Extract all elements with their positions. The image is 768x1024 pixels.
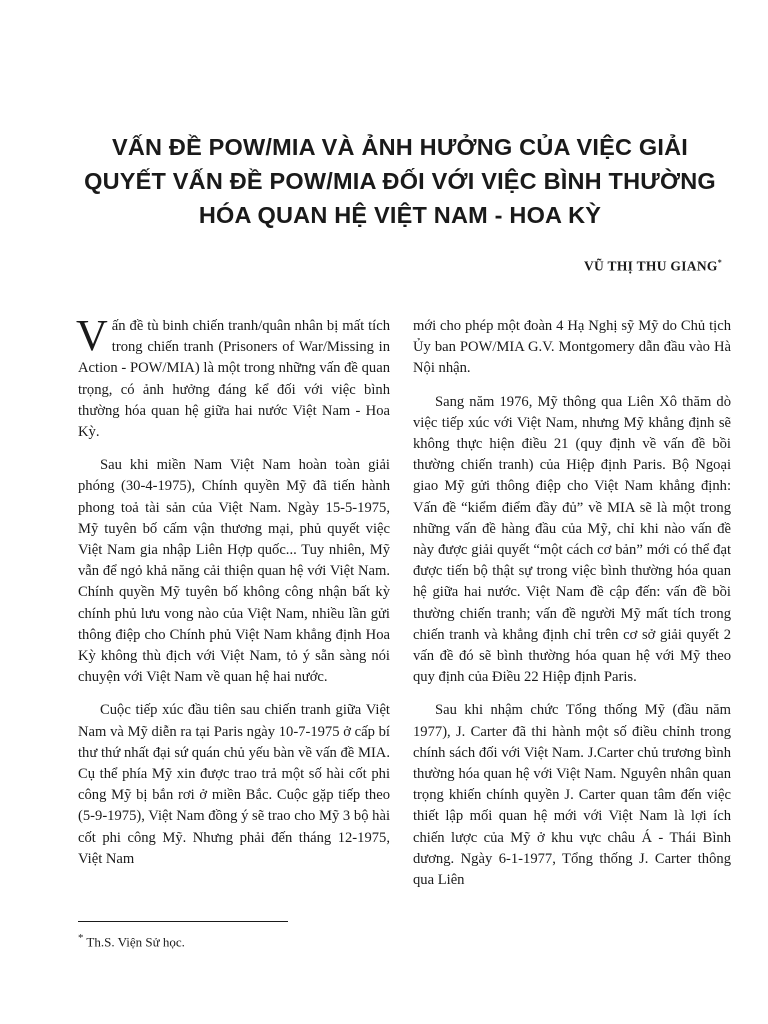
right-column	[413, 316, 731, 903]
title-line-2: QUYẾT VẤN ĐỀ POW/MIA ĐỐI VỚI VIỆC BÌNH THƯỜNG	[84, 168, 716, 194]
paragraph-continued: mới cho phép một đoàn 4 Hạ Nghị sỹ Mỹ do Chủ tịch Ủy ban POW/MIA G.V. Montgomery dẫn đầu vào Hà Nội nhận.	[413, 318, 731, 377]
title-line-1: VẤN ĐỀ POW/MIA VÀ ẢNH HƯỞNG CỦA VIỆC GIẢI	[111, 134, 689, 160]
paragraph: Cuộc tiếp xúc đầu tiên sau chiến tranh giữa Việt Nam và Mỹ diễn ra tại Paris ngày 10-7-1975 ở cấp bí thư thứ nhất đại sứ quán chủ yếu bàn về vấn đề MIA. Cụ thể phía Mỹ xin được trao trả một số hài cốt phi công Mỹ bị bắn rơi ở miền Bắc. Cuộc gặp tiếp theo (5-9-1975), Việt Nam đồng ý sẽ trao cho Mỹ 3 bộ hài cốt phi công Mỹ. Nhưng phải đến tháng 12-1975, Việt Nam	[78, 702, 390, 867]
footnote-text: Th.S. Viện Sử học.	[83, 934, 185, 950]
author-byline	[584, 258, 722, 275]
footnote-divider	[78, 921, 288, 922]
paragraph: Sau khi nhậm chức Tổng thống Mỹ (đầu năm 1977), J. Carter đã thi hành một số điều chỉnh trong chính sách đối với Việt Nam. J.Carter chủ trương bình thường hóa quan hệ với Việt Nam. Nguyên nhân quan trọng khiến chính quyền J. Carter quan tâm đến việc thiết lập mối quan hệ mới với Việt Nam là lợi ích chiến lược của Mỹ ở khu vực châu Á - Thái Bình dương. Ngày 6-1-1977, Tổng thống J. Carter thông qua Liên	[413, 702, 731, 889]
left-column	[76, 311, 390, 882]
author-footnote-mark: *	[717, 258, 722, 267]
paragraph: Sang năm 1976, Mỹ thông qua Liên Xô thăm dò việc tiếp xúc với Việt Nam, nhưng Mỹ khẳng định sẽ không thực hiện điều 21 (quy định về vấn đề bồi thường chiến tranh) của Hiệp định Paris. Bộ Ngoại giao Mỹ gửi thông điệp cho Việt Nam khẳng định: Vấn đề “kiểm điểm đầy đủ” về MIA sẽ là một trong những vấn đề hàng đầu của Mỹ, chỉ khi nào vấn đề này được giải quyết “một cách cơ bản” mới có thể đạt được tiến bộ thật sự trong việc bình thường hóa quan hệ giữa hai nước. Việt Nam đề cập đến: vấn đề bồi thường chiến tranh; vấn đề người Mỹ mất tích trong chiến tranh và khẳng định chỉ trên cơ sở giải quyết 2 vấn đề đó sẽ bình thường hóa quan hệ với Mỹ theo quy định của Điều 22 Hiệp định Paris.	[413, 393, 731, 686]
drop-cap: V	[76, 311, 108, 360]
paragraph: Sau khi miền Nam Việt Nam hoàn toàn giải phóng (30-4-1975), Chính quyền Mỹ đã tiến hành phong toả tài sản của Việt Nam. Ngày 15-5-1975, Mỹ tuyên bố cấm vận thương mại, phủ quyết việc Việt Nam gia nhập Liên Hợp quốc... Tuy nhiên, Mỹ vẫn để ngỏ khả năng cải thiện quan hệ với Việt Nam. Chính quyền Mỹ tuyên bố không công nhận bất kỳ chính phủ lưu vong nào của Việt Nam, nhiều lần gửi thông điệp cho Chính phủ Việt Nam khẳng định Hoa Kỳ không thù địch với Việt Nam, tỏ ý sẵn sàng nói chuyện với Việt Nam về quan hệ hai nước.	[78, 457, 390, 686]
footnote	[78, 932, 185, 950]
author-name: VŨ THỊ THU GIANG	[583, 258, 718, 274]
paragraph-intro	[76, 311, 390, 443]
footnote-mark: *	[78, 932, 84, 944]
paragraph-intro-text: ấn đề tù binh chiến tranh/quân nhân bị mất tích trong chiến tranh (Prisoners of War/Missing in Action - POW/MIA) là một trong những vấn đề quan trọng, có ảnh hưởng đáng kể đối với việc bình thường hóa quan hệ giữa hai nước Việt Nam - Hoa Kỳ.	[78, 318, 390, 441]
article-title	[70, 130, 730, 232]
title-line-3: HÓA QUAN HỆ VIỆT NAM - HOA KỲ	[198, 202, 602, 228]
